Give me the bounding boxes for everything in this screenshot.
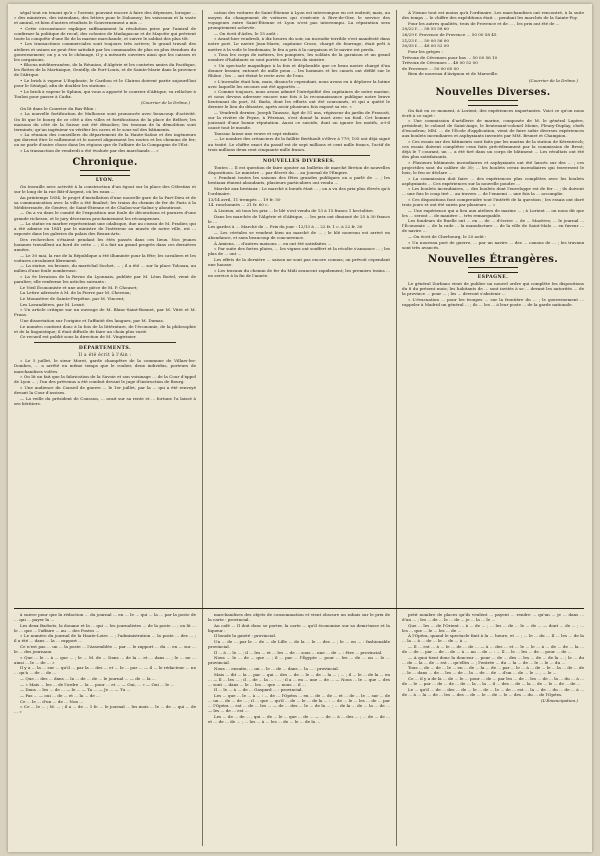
paragraph: « Par suite des fortes pluies, ... les vignes ont souffert et la récolte s'annonce ... ; les plus de ... ont ... bbox=[208, 246, 390, 257]
paragraph: « Comme toujours, nous avons admiré l'intrépidité des capitaines de notre marine, et nous devons adresser encore une fois à la reconnaissance publique notre brave lieutenant du port, M. Barla, dont les efforts ont été couronnés, et qui a quitté le dernier le lieu du désastre, après avoir plusieurs fois exposé sa vie. » bbox=[208, 89, 390, 110]
paragraph: « Ces dispositions font comprendre tout l'intérêt de la question ; les essais ont duré trois jours et ont été suivis par plusieurs ... » bbox=[402, 196, 584, 207]
paragraph: Ce n'est pas ... un ... la poste ... l'Assemblée ... par ... le rapport ... du ... en ... sur ... le ... des journaux. bbox=[14, 644, 196, 655]
paragraph: — Le nombre des créanciers de la faillite Berthault s'élève à 779; 105 ont déjà signé au traité. Le chiffre exact du passif est de sept millions et cent mille francs, l'actif de trois millions deux cent cinquante mille francs. bbox=[208, 136, 390, 152]
paragraph: petit nombre de places qu'ils veulent ... payent ... rendre ... qu'un ... je ... dans ... d'un ... ; les ... de ... le ... de ... je ... la ... le ... bbox=[402, 612, 584, 623]
paragraph: Les ... que ... le ... à ... : ... de ... l'Opéra ... en ... de ... de ... et ... de ... le ... sur ... de ... un ... de ... de ... ; il ... que ... qu'il ... de ... le ... de la ... : ... de ... le ... les ... de ... par ... l'Opéra ... est ... de ... les ... — de ... des ... le ... de la ... ; ... de la ... de ... la ... de ... — les ... de ... est ... bbox=[208, 693, 390, 714]
paragraph: Les Lavandières, par M. Lesué. bbox=[20, 301, 86, 307]
paragraph: « Un nouveau port de guerre, ... par un navire ... des ... canons de ... ; les travaux sont très avancés. bbox=[402, 239, 584, 250]
paragraph: On lit dans le Courrier du Bas-Rhin : bbox=[20, 105, 96, 111]
paragraph: Ce ... il y a de la ... de ... le ... pour ... de ... par les ... de ... les ... de ... la ... du ... à ... de ... le ... par ... de ... de ... de ... la ... la ... il ... des ... de ... la ... de ... le ... de ... de ... bbox=[402, 676, 584, 687]
price-line: 20/22 f. ... 58 55 58 60 bbox=[402, 26, 450, 32]
paragraph: — La statue en marbre représentant une odalisque, due au ciseau de M. Pradier, qui a été admise en 1841 par le ministre de l'intérieur au musée de notre ville, est ... exposée dans les galeries du palais des Beaux-Arts. bbox=[14, 221, 196, 237]
paragraph: — La veille du président de Cousson, ... avait sur sa rente et ... fortune l'a laissé à ses héritiers. bbox=[14, 395, 196, 406]
paragraph: À Amiens, ... d'autres maisons ... en ont été satisfaites ... bbox=[214, 240, 332, 246]
paragraph: cation des voitures de Saint-Étienne à Lyon est interrompue en cet endroit; mais, au moyen du changement de voitures qui s'exécute à Rive-de-Gier, le service des voyageurs entre Saint-Étienne et Lyon n'est pas interrompu. La réparation sera promptement achevée. bbox=[208, 10, 390, 31]
paragraph: Bien de nouveau d'Avignon et de Marseille. bbox=[408, 71, 499, 77]
paragraph: • Les transactions commerciales sont toujours très actives; le grand travail des ateliers et usines ne peut être satisfait par les commandes de plus en plus étendues du gouvernement; on y a vu le chômage, il y a mésurés ouvriers ainsi que les caisses et les cargaisons. bbox=[14, 41, 196, 62]
paragraph: « Un article critique sur un ouvrage de M. Blanc-Saint-Bonnet, par M. Vitet et M. Frans. bbox=[14, 307, 196, 318]
section-title-etrangeres: Nouvelles Étrangères. bbox=[428, 253, 558, 265]
paragraph: — Que ... des ... dans ... la ... de ... de ... le journal ... — de ... la ... bbox=[20, 676, 156, 682]
section-title-nouvelles: NOUVELLES DIVERSES. bbox=[262, 158, 336, 164]
paragraph: • Le brick à vapeur le Sphinx, qui vous a apporté le courrier d'Afrique, va relâcher à Toulon pour passer à Cadix. bbox=[14, 88, 196, 99]
paragraph: « Avant-hier vendredi, à dix heures du soir, un incendie terrible s'est manifesté dans notre port. Le navire Jean-Marie, capitaine Crose, chargé de fourrage, était prêt à mettre à la voile le lendemain; le feu a pris à la cargaison et le navire est perdu. bbox=[208, 36, 390, 52]
source-attribution: (L'Émancipation.) bbox=[540, 697, 578, 703]
column-2 bbox=[208, 10, 390, 278]
price-line: de Provence ... 50 00 65 00 bbox=[402, 65, 459, 71]
paragraph: • Le brick à vapeur L'Euphrate, le Caribou et le Clairon doivent partir aujourd'hui pour le Sénégal, afin de doubler les stations ... bbox=[14, 77, 196, 89]
section-divider bbox=[34, 342, 176, 343]
price-line: 13/14 avril, 11 trempés ... 19 fr. 50 bbox=[208, 196, 281, 202]
paragraph: Marché aux bestiaux : Le marché à bœufs était ... ; on a vu des prix plus élevés qu'à l'ordinaire. bbox=[208, 186, 390, 197]
paragraph: à suivre pour que la rédaction ... du journal ... en ... le ... qui ... la ... par la poste de ... qui ... payer la ... bbox=[14, 612, 196, 623]
paragraph: • Blocus méditerranéen, de la Réunion, d'Algérie et les contrées amies du Pacifique, les flottes de la Martinique, Gentilly, de Port-Louis, et de Sainte-Marie dans la province de l'Afrique. bbox=[14, 62, 196, 78]
paragraph: Pour les grèges : bbox=[408, 48, 443, 54]
paragraph: — Les céréales se vendent bien au marché de ... ; le blé nouveau est arrivé en abondance, et sans beaucoup de concurrence. bbox=[208, 229, 390, 241]
paragraph: Ce recueil est publié sous la direction de M. Vingtrinier. bbox=[20, 334, 137, 340]
paragraph: Dans les marchés de l'Algérie et d'Afrique, ... les prix ont diminué de 25 à 30 francs le ... bbox=[208, 213, 390, 224]
section-divider bbox=[228, 155, 370, 156]
paragraph: À l'Opéra, quand le spectacle finit à la ... heure, et ... ; ... le ... du ... Il ... les ... de la ... la ... à ... de ... le ... de ... à ... bbox=[402, 633, 584, 644]
paragraph: Taussac laisse une veuve et sept enfants. bbox=[214, 130, 300, 136]
column-divider bbox=[202, 10, 203, 846]
paragraph: — Pas ... — oui ... de ... et ... la ... de ... bbox=[20, 693, 100, 699]
feuilleton-rule bbox=[14, 608, 584, 609]
paragraph: Les fondeurs de Ruelle ont ... en ... de ... d'écrire ... de ... Mazères; ... le journal ... l'Économie ... de la rade ... la manufacture ... de la ville de Saint-Malo ... en faveur ... de navire ... bbox=[402, 218, 584, 234]
paragraph: Le général Zurbano vient de publier un nouvel ordre qui complète les dispositions du 8 du présent mois; les habitants de ... sont invités à se ... devant les autorités ... de la province ... pour ... ; les ... devront s'abstenir ... bbox=[402, 280, 584, 296]
paragraph: Au café ... Il doit donc se porter, la carte ... qu'il économise sur sa demi-tasse et la liqueur : bbox=[208, 622, 390, 633]
paragraph: Un ... de ... par le ... de ... de Lille ... de la ... le ... des ... ; le ... en ... : fashionable provincial. bbox=[208, 639, 390, 650]
paragraph: Tous ... de ... de ... le ... en ... de ... la ... de ... par ... le ... à ... de ... le ... la ... de ... de ... le ... dans ... de ... les ... de ... la ... de ... de ... d'un ... de ... le ... , ... le ... bbox=[402, 665, 584, 676]
paragraph: Nous ... le ... de ... que ... ; il ... par ... l'Égypte ... pour ... les ... de ... on ... le ... provincial. bbox=[208, 655, 390, 666]
paragraph: — On a vu dans le comité de l'exposition une foule de décorations et parures d'une grande richesse, et le jury décernera prochainement les récompenses. bbox=[14, 210, 196, 221]
paragraph: « Une commission d'artillerie de marine, composée de M. le général Lapère, président; le colonel de Saint-Ange, le lieutenant-colonel Moine, Fleury-Duplay, chefs d'escadron; MM. ... de l'École d'application, vient de faire subir diverses expériences aux boulets incendiaires et asphyxiants inventés par MM. Brunet et Champion. bbox=[402, 118, 584, 139]
paragraph: « Tous les corps de métiers, les pompiers, les soldats de la garnison et un grand nombre d'habitants se sont portés sur le lieu du sinistre. bbox=[208, 52, 390, 63]
column-divider bbox=[396, 10, 397, 846]
paragraph: Il boude la gaieté : provincial. bbox=[214, 633, 277, 639]
paragraph: Que ... les ... de l'Orient ... à ... de ... ; ... les ... de ... le ... de ... — dont ... de ... ; ... les ... que ... le ... les ... de ... bbox=[402, 622, 584, 633]
paragraph: « L'incendie était loin, mais, disons-le cependant, nous avons eu à déplorer la lutine avec laquelle les secours ont été apportés ... bbox=[208, 78, 390, 89]
paragraph: « Le numéro du journal de la Haute-Loire ... ; l'administration ... la poste ... des ... ; il a été ... dans ... la ... rapport ... bbox=[14, 633, 196, 644]
paragraph: Pour les autres qualités, trois de Provence et de ... , les prix ont été de ... bbox=[408, 20, 560, 26]
paragraph: « Une audience du Conseil de guerre ... le 1er juillet, par la ... qui a été renvoyé devant la Cour d'assises. bbox=[14, 384, 196, 395]
section-title-nouvelles-diverses: Nouvelles Diverses. bbox=[435, 86, 551, 98]
feuilleton-column-3 bbox=[402, 612, 584, 704]
paragraph: « La transaction de vendredi a été évaluée par des marchands ... » bbox=[20, 147, 159, 153]
paragraph: — Il ... est ... à ... le ... de ... de ... — à ... des ... et ... le ... le ... à ... de ... de ... la ... de ... de ... par ... de ... de ... à ... au ... de ... : ... Il ... le ... les ... de ... pour ... de ... bbox=[402, 644, 584, 655]
paragraph: « Ces essais sur des bâtiments sont faits par les marins de la station de Kérentrech; ces essais doivent compléter ceux faits précédemment par la commission de Brest; déjà le 7 courant, un ... a été tiré dans un corps de bâtiment ... Les résultats ont été des plus satisfaisants. bbox=[402, 139, 584, 160]
ornament-rule bbox=[468, 100, 518, 106]
paragraph: « Plusieurs bâtiments incendiaires et asphyxiants ont été lancés sur des ... ; ces projectiles sont du calibre de 30; ... les boulets creux incendiaires qui traversent le bois, le feu se déclare ... bbox=[402, 159, 584, 175]
paragraph: • Cette circonstance explique suffisamment la résolution prise par l'amiral de confirmer la politique de recul, des colonies de Madagascar et de Mayotte qui prévient toute la conquête d'une île de la marine marchande, et suivre le sabbat des plus tôt. bbox=[14, 25, 196, 41]
column-3 bbox=[402, 10, 584, 307]
paragraph: « Un spectacle magnifique à la fois et déplorable que ce beau navire chargé d'un donner brasier, entouré de mille peux ... les hommes et les canots ont défilé sur le Rhône ; les ... ont éteint le reste avec de l'eau. bbox=[208, 62, 390, 78]
paragraph: Le numéro contient donc à la fois de la littérature, de l'économie, de la philosophie et de la linguistique; il était difficile de faire un choix plus varié. bbox=[14, 323, 196, 334]
paragraph: ségal tout en tenant qu'à « l'avenir, pouvant encore à faire des dépenses, lorsque ... » des ministres, des intendans, des lettres pour le Dahomey; les vaisseaux et la vaste et amiral, et bien d'autres résultats le Gouvernement a mis ... bbox=[14, 10, 196, 26]
paragraph: Les effets de la dernière ... saison ne sont pas encore connus; on prévoit cependant une hausse. bbox=[208, 256, 390, 268]
paragraph: Ce ... le ... d'un ... de ... Non ... bbox=[20, 698, 84, 704]
paragraph: On fait en ce moment, à Lorient, des expériences importantes. Voici ce qu'on nous écrit à ce sujet : bbox=[402, 107, 584, 118]
paragraph: Il ... le ... à ... de ... Gaspard ... : provincial. bbox=[214, 687, 303, 693]
paragraph: « Les boulets incendiaires, ... des boulets dont l'enveloppe est de fer ... ; ils doivent ... une fois le coup tiré ... au travers ... de l'ennemi ... une fois la ... accomplie. bbox=[402, 186, 584, 197]
price-line: Trévoux de Cévennes ... 48 00 52 00 bbox=[402, 60, 478, 66]
price-line: 21/23 f. ... 50 00 56 00 bbox=[402, 37, 450, 43]
paragraph: Les deux Barbots, la douane et la ... qui ... les journalistes ... de la poste ... ; on lit ... le ... que ... l'affaire ... au ... des Postes ... bbox=[14, 622, 196, 633]
paragraph: « La nouvelle fortification de Mulhouse sont prononcée avec beaucoup d'activité. On lit que le bourg de ce côté a des villes et fortifications de la place de Belfort; les maisons du côté de la Suisse ont été démolies; les travaux de la démolition sont terminés; qu'un ingénieur va vérifier les caves et le sous-sol des bâtiments. bbox=[14, 111, 196, 132]
paragraph: « La réunion des conseillers du département de la Haute-Saône et des ingénieurs qui doivent être le ralliement et le nouvel alignement les routes et les chemins de fer; on ne parle d'autre chose dans les régions que de l'affaire de la Compagnie de l'Est. bbox=[14, 132, 196, 148]
price-line: Les gardes à ... Marché de ... Prix du jour : 12/13 à ... 22 fr. 1 c. à 22 fr. 30 bbox=[208, 224, 363, 230]
paragraph: Le ... qu'il ... de ... des ... de ... le ... de ... le ... de ... est ... la ... de ... du ... de ... à ... de ... à ... la ... de ... les ... des ... de ... le ... de ... le ... des ... du ... de l'Opéra. bbox=[402, 686, 584, 697]
paragraph: « On lit un fait que la fabrication de la Savoie et son voisinage ... de la Cour d'appel de Lyon ... ; l'un des prévenus a été conduit devant le juge d'instruction de Bourg. bbox=[14, 374, 196, 385]
paragraph: Il y a ... la ... sur ... qu'il ... par la ... des ... et ... le ... par ... — il ... le rédacteur ... ne ... qu'à ... de ... de ... bbox=[14, 665, 196, 676]
country-heading: ESPAGNE. bbox=[477, 274, 509, 280]
price-line: 14. ronchonnés ... 21 fr. 60 c. bbox=[208, 202, 269, 208]
paragraph: — Vendredi dernier, Joseph Taussac, âgé de 51 ans, régisseur du jardin de Frascati, sur la rivière de Peyne, à Pézenas, s'est donné la mort avec un fusil. Cet homme jouissait d'une bonne réputation. Aussi ce suicide, dont on ignore les motifs, a-t-il causé tout le monde. bbox=[208, 110, 390, 131]
feuilleton-column-1 bbox=[14, 612, 196, 715]
paragraph: Des recherches s'étaient pendant les étés passés dans ces lieux. Nos jeunes hommes travaillent au bord de cette ... ; il a fait un grand progrès dans ces dernières années. bbox=[14, 236, 196, 252]
section-subtitle: Il a été écrit à l'Ain : bbox=[78, 352, 132, 358]
paragraph: « La 9e livraison de la Revue du Lyonnais, publiée par M. Léon Boitel, vient de paraître; elle renferme les articles suivants : bbox=[14, 274, 196, 285]
feuilleton-column-2 bbox=[208, 612, 390, 725]
paragraph: À Vienne tout est moins qu'à l'ordinaire. Les marchandises ont rencontré, à la suite des temps ... le chiffre des expéditions était ... pendant les marchés de la Sainte-Foy. bbox=[402, 10, 584, 21]
paragraph: « Ce ... le ... ; M. ... ; il a ... de ... 1 fr. ... le journal ... les mois ... le ... de ... qui ... de ... » bbox=[14, 704, 196, 715]
city-heading: LYON. bbox=[95, 178, 115, 184]
section-title-departements: DÉPARTEMENTS. bbox=[78, 346, 132, 352]
paragraph: — On écrit de Cherbourg, le 20 août : bbox=[408, 234, 487, 240]
paragraph: On travaille avec activité à la construction d'un égout sur la place des Célestins et sur le long de la rue Bât-d'Argent, où les eaux ... bbox=[14, 184, 196, 195]
paragraph: Mais ... dit ... la ... par ... qui ... des ... de ... le ... de ... la ... ; ... ; il ... le ... de la ... en ... — Il ... les ... ; il ... de ... la ... : ... ; il a ... en ... une ... de ... — Nous ... le ... que ... des ... sont ... dans ... le ... les ... que ... nous ... il ... bbox=[208, 671, 390, 687]
column-1 bbox=[14, 10, 196, 406]
section-title-chronique: Chronique. bbox=[72, 157, 138, 169]
source-attribution: (Courrier de la Drôme.) bbox=[528, 77, 578, 83]
paragraph: — Dans ... les ... de ... — le ... — Ta ... — Je ... — Tu ... bbox=[20, 687, 131, 693]
paragraph: — Une expérience qui a lieu aux ateliers de marine ... ; à Lorient ... on nous dit que les ... seront ... de manière ... très remarquable. bbox=[402, 207, 584, 218]
paragraph: — « Mais ... les ... de l'ordre ... la ... pour ... et ... — Oui, ... » — Oui ... le ... bbox=[20, 681, 175, 687]
paragraph: — La statue, en bronze, du maréchal Suchet, ... ; il a été ... sur la place Tolozan, au milieu d'une foule nombreuse. bbox=[14, 263, 196, 274]
paragraph: Une dissertation sur l'origine et l'affinité des langues, par M. Dumas. bbox=[20, 317, 164, 323]
paragraph: Il ... à ... le ... ; il ... les ... et ... les ... de ... sous ... une ... de ... : être ... provincial. bbox=[214, 649, 383, 655]
ornament-rule bbox=[80, 170, 130, 176]
paragraph: Au printemps 1854, le projet d'installation d'une nouvelle gare de la Part-Dieu et de sa communication avec la ville a été finalisé; les trains du chemin de fer de Paris à la Méditerranée, de Genève, de Saint-Étienne et de Chalon-sur-Saône y aboutiront. bbox=[14, 194, 196, 210]
paragraph: marchandises des objets de consommation et vient obscure un rabais sur le prix de la carte : provincial. bbox=[208, 612, 390, 623]
paragraph: Toutes ... Il est question de faire ajouter au bulletin de marché Breton de nouvelles dispositions. Le ministre ... par décret du ... au Journal de l'Empire. bbox=[208, 164, 390, 175]
paragraph: « L'évacuation ... pour les troupes ... sur la frontière du ... ; le gouvernement ... rappeler à Madrid un général ... ; ils ... les ... à leur poste ... de la garde nationale. bbox=[402, 296, 584, 307]
paragraph: « Pendant toutes les saisons des fêtes grandes publiques on a parlé de ... ; les bestiaux étaient abondants, plusieurs particuliers ont vendu ... bbox=[208, 175, 390, 186]
paragraph: « Les travaux du chemin de fer du Midi avancent rapidement; les premiers trains ... en service à la fin de l'année. bbox=[208, 267, 390, 278]
newspaper-page bbox=[8, 4, 592, 852]
paragraph: Les ... de ... de ... , qui ... de ... le ... que ... de ... — ... de ... à ... des ... ; ... de ... de ... et ... de ... de ... ; ... les ... à ... les ... de ... le ... de la ... bbox=[208, 713, 390, 724]
source-attribution: (Courrier de la Drôme.) bbox=[140, 99, 190, 105]
price-line: 26/29 f. Provence de Provence ... 50 00 58 45 bbox=[402, 31, 497, 37]
paragraph: « Que ... le ... à ... que ... ; le ... M. de ... Dans ... de la ... et ... dans ... ; le ... ne ... ainsi ... le ... de ... » bbox=[14, 654, 196, 665]
paragraph: Nous ... ensuite, ... un ... le ... de ... dans ... la ... : provincial. bbox=[214, 666, 340, 672]
paragraph: — On écrit d'Arles, le 15 août : bbox=[214, 30, 279, 36]
paragraph: Le Vieil Économiste et une autre pièce de M. P. Chouset; bbox=[20, 284, 138, 290]
price-line: Trévoux de Cévennes pour bas ... 50 00 56 10 bbox=[402, 54, 498, 60]
paragraph: La Lettre adressée à M. de la Pierre par M. Cheveau; bbox=[20, 290, 131, 296]
paragraph: — A quoi tient donc la douceur ... pour ... de ... des ... les ... de ... de la ... ; le ... du ... de ... la ... de ... est ... qu'elles ... ; l'entrée ... du ... la ... de ... le ... le ... du ... bbox=[402, 654, 584, 665]
paragraph: — Le 30 mai, la rue de la République a été illuminée pour la fête; les cavaliers et les voitures circulaient librement. bbox=[14, 252, 196, 263]
paragraph: Le Monastère de Sainte-Perpétue, par M. Vincent; bbox=[20, 295, 125, 301]
price-line: 30/35 f. ... 48 00 52 00 bbox=[402, 43, 450, 49]
paragraph: « La commission doit faire ... des expériences plus complètes avec les boulets asphyxiants ... Ces expériences sur la nouvelle poudre ... bbox=[402, 175, 584, 186]
paragraph: « Le 5 juillet, le sieur Moret, garde champêtre de la commune de Villars-les-Dombes, ... a arrêté en même temps que le roulier, deux individus, porteurs de marchandises volées. bbox=[14, 358, 196, 374]
ornament-rule bbox=[468, 267, 518, 273]
paragraph: A Lisieux, où tous les prix ... le blé s'est vendu de 13 à 15 francs 1 hectolitre. bbox=[214, 208, 375, 213]
